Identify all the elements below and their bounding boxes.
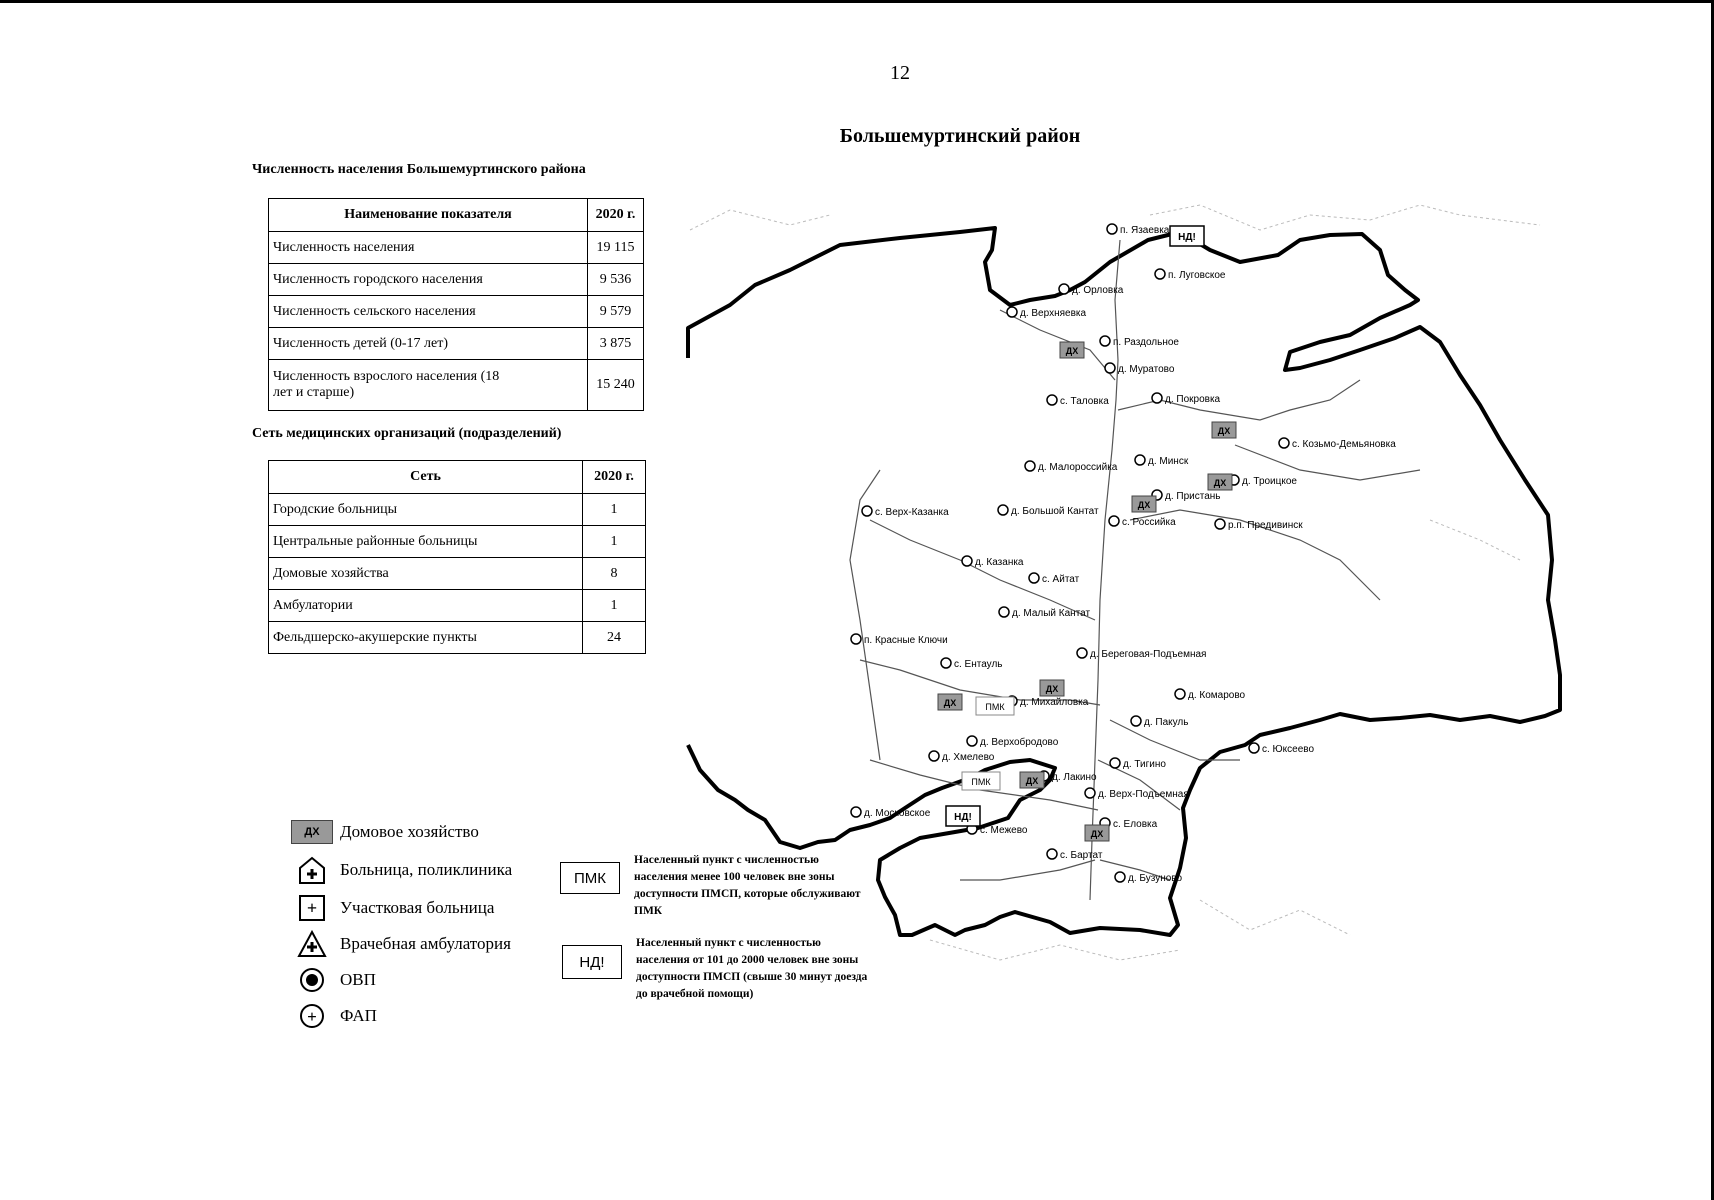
fap-marker [962, 556, 972, 566]
fap-marker [851, 634, 861, 644]
legend-item [290, 853, 512, 887]
fap-marker [929, 751, 939, 761]
fap-marker [851, 807, 861, 817]
page-number: 12 [890, 62, 910, 84]
legend-label: Домовое хозяйство [340, 822, 479, 841]
road-line [870, 520, 1095, 620]
fap-marker [1152, 393, 1162, 403]
neighbor-boundary [1200, 900, 1350, 935]
road-line [960, 860, 1095, 880]
fap-marker [1077, 648, 1087, 658]
settlement-label: с. Юксеево [1262, 744, 1315, 755]
fap-marker [1107, 224, 1117, 234]
road-line [1235, 445, 1420, 480]
dx-label: ДХ [1217, 426, 1231, 436]
settlement-label: с. Таловка [1060, 396, 1109, 407]
settlement-label: д. Михайловка [1020, 697, 1089, 708]
legend-item [290, 963, 376, 997]
settlement-label: д. Пристань [1165, 491, 1221, 502]
row-value: 19 115 [588, 232, 644, 264]
legend-label: ФАП [340, 1006, 377, 1025]
pmk-description: Населенный пункт с численностью населения менее 100 человек вне зоны доступности ПМСП, которые обслуживают ПМК [634, 854, 861, 917]
settlement-label: д. Большой Кантат [1011, 506, 1099, 517]
fap-marker [1135, 455, 1145, 465]
pmk-label: ПМК [971, 777, 991, 787]
neighbor-boundary [1430, 520, 1520, 560]
settlement-label: д. Минск [1148, 456, 1189, 467]
settlement-label: д. Тигино [1123, 759, 1166, 770]
settlement-label: с. Межево [980, 825, 1028, 836]
settlement-label: п. Язаевка [1120, 225, 1170, 236]
row-value: 1 [583, 590, 646, 622]
column-header: Сеть [269, 461, 583, 494]
nd-label: НД! [1178, 232, 1196, 243]
column-header: Наименование показателя [269, 199, 588, 232]
settlement-label: с. Бартат [1060, 850, 1103, 861]
legend-item [290, 927, 511, 961]
row-value: 15 240 [588, 360, 644, 411]
pmk-badge: ПМК [560, 862, 620, 894]
row-label: Центральные районные больницы [269, 526, 583, 558]
fap-marker [999, 607, 1009, 617]
hospital-polyclinic-icon [290, 855, 334, 885]
district-hospital-icon: + [299, 895, 325, 921]
settlement-label: д. Лакино [1052, 772, 1097, 783]
population-title: Численность населения Большемуртинского района [252, 162, 586, 177]
fap-icon: + [300, 1004, 324, 1028]
settlement-label: д. Московское [864, 808, 931, 819]
fap-marker [1029, 573, 1039, 583]
fap-marker [862, 506, 872, 516]
ovp-icon [300, 968, 324, 992]
settlement-label: с. Еловка [1113, 819, 1158, 830]
row-value: 24 [583, 622, 646, 654]
settlement-label: с. Российка [1122, 517, 1176, 528]
settlement-label: д. Казанка [975, 557, 1024, 568]
fap-marker [1059, 284, 1069, 294]
settlement-label: д. Комарово [1188, 690, 1246, 701]
nd-label: НД! [954, 812, 972, 823]
dx-label: ДХ [1065, 346, 1079, 356]
row-label: Амбулатории [269, 590, 583, 622]
fap-marker [1131, 716, 1141, 726]
settlement-label: р.п. Предивинск [1228, 520, 1303, 531]
settlement-label: д. Покровка [1165, 394, 1221, 405]
settlement-label: д. Малороссийка [1038, 462, 1118, 473]
settlement-label: с. Верх-Казанка [875, 507, 949, 518]
nd-badge: НД! [562, 945, 622, 979]
settlement-label: д. Троицкое [1242, 476, 1297, 487]
dx-label: ДХ [1213, 478, 1227, 488]
dx-label: ДХ [1025, 776, 1039, 786]
legend-label: Врачебная амбулатория [340, 934, 511, 953]
dx-label: ДХ [943, 698, 957, 708]
settlement-label: п. Красные Ключи [864, 635, 948, 646]
legend-item [290, 999, 377, 1033]
network-title: Сеть медицинских организаций (подразделений) [252, 426, 562, 441]
settlement-label: д. Береговая-Подъемная [1090, 649, 1207, 660]
fap-marker [998, 505, 1008, 515]
fap-marker [1047, 395, 1057, 405]
neighbor-boundary [930, 940, 1180, 960]
settlement-label: д. Верхобродово [980, 737, 1059, 748]
fap-marker [967, 736, 977, 746]
legend-label: ОВП [340, 970, 376, 989]
pmk-label: ПМК [985, 702, 1005, 712]
legend-item [290, 891, 494, 925]
fap-marker [1155, 269, 1165, 279]
legend-item [290, 815, 479, 849]
row-label: Численность населения [269, 232, 588, 264]
settlement-label: с. Айтат [1042, 574, 1080, 585]
fap-marker [1085, 788, 1095, 798]
row-label: Численность взрослого населения (18 лет и старше) [269, 360, 588, 411]
row-label: Городские больницы [269, 494, 583, 526]
settlement-label: д. Малый Кантат [1012, 608, 1091, 619]
settlement-label: д. Верх-Подъемная [1098, 789, 1189, 800]
settlement-label: д. Бузуново [1128, 873, 1183, 884]
fap-marker [1105, 363, 1115, 373]
fap-marker [1007, 307, 1017, 317]
nd-description: Населенный пункт с численностью населения от 101 до 2000 человек вне зоны доступности ПМСП (свыше 30 минут доезда до врачебной помощи) [636, 937, 868, 1000]
fap-marker [1110, 758, 1120, 768]
row-label: Численность детей (0-17 лет) [269, 328, 588, 360]
fap-marker [1047, 849, 1057, 859]
fap-marker [1215, 519, 1225, 529]
fap-marker [1109, 516, 1119, 526]
settlement-label: д. Верхняевка [1020, 308, 1087, 319]
column-header: 2020 г. [583, 461, 646, 494]
row-value: 1 [583, 494, 646, 526]
neighbor-boundary [1150, 205, 1540, 230]
legend-label: Больница, поликлиника [340, 860, 513, 879]
fap-marker [1279, 438, 1289, 448]
neighbor-boundary [690, 210, 830, 230]
fap-marker [1115, 872, 1125, 882]
row-label: Домовые хозяйства [269, 558, 583, 590]
row-label: Численность городского населения [269, 264, 588, 296]
row-value: 9 579 [588, 296, 644, 328]
road-line [1000, 310, 1115, 380]
row-value: 9 536 [588, 264, 644, 296]
settlement-label: д. Орловка [1072, 285, 1124, 296]
dx-label: ДХ [1090, 829, 1104, 839]
fap-marker [941, 658, 951, 668]
settlement-label: п. Раздольное [1113, 337, 1179, 348]
fap-marker [1175, 689, 1185, 699]
legend-label: Участковая больница [340, 898, 495, 917]
settlement-label: с. Ентауль [954, 659, 1003, 670]
column-header: 2020 г. [588, 199, 644, 232]
settlement-label: д. Хмелево [942, 752, 995, 763]
settlement-label: д. Муратово [1118, 364, 1175, 375]
row-label: Фельдшерско-акушерские пункты [269, 622, 583, 654]
settlement-label: д. Пакуль [1144, 717, 1189, 728]
map-title: Большемуртинский район [839, 125, 1081, 147]
settlement-label: п. Луговское [1168, 270, 1226, 281]
dx-label: ДХ [1045, 684, 1059, 694]
row-label: Численность сельского населения [269, 296, 588, 328]
fap-marker [1100, 336, 1110, 346]
row-value: 1 [583, 526, 646, 558]
map-legend [290, 815, 590, 1035]
dx-label: ДХ [1137, 500, 1151, 510]
ambulatory-icon [290, 930, 334, 958]
settlement-label: с. Козьмо-Демьяновка [1292, 439, 1396, 450]
household-icon: ДХ [291, 820, 333, 844]
row-value: 3 875 [588, 328, 644, 360]
row-value: 8 [583, 558, 646, 590]
fap-marker [1249, 743, 1259, 753]
fap-marker [1025, 461, 1035, 471]
